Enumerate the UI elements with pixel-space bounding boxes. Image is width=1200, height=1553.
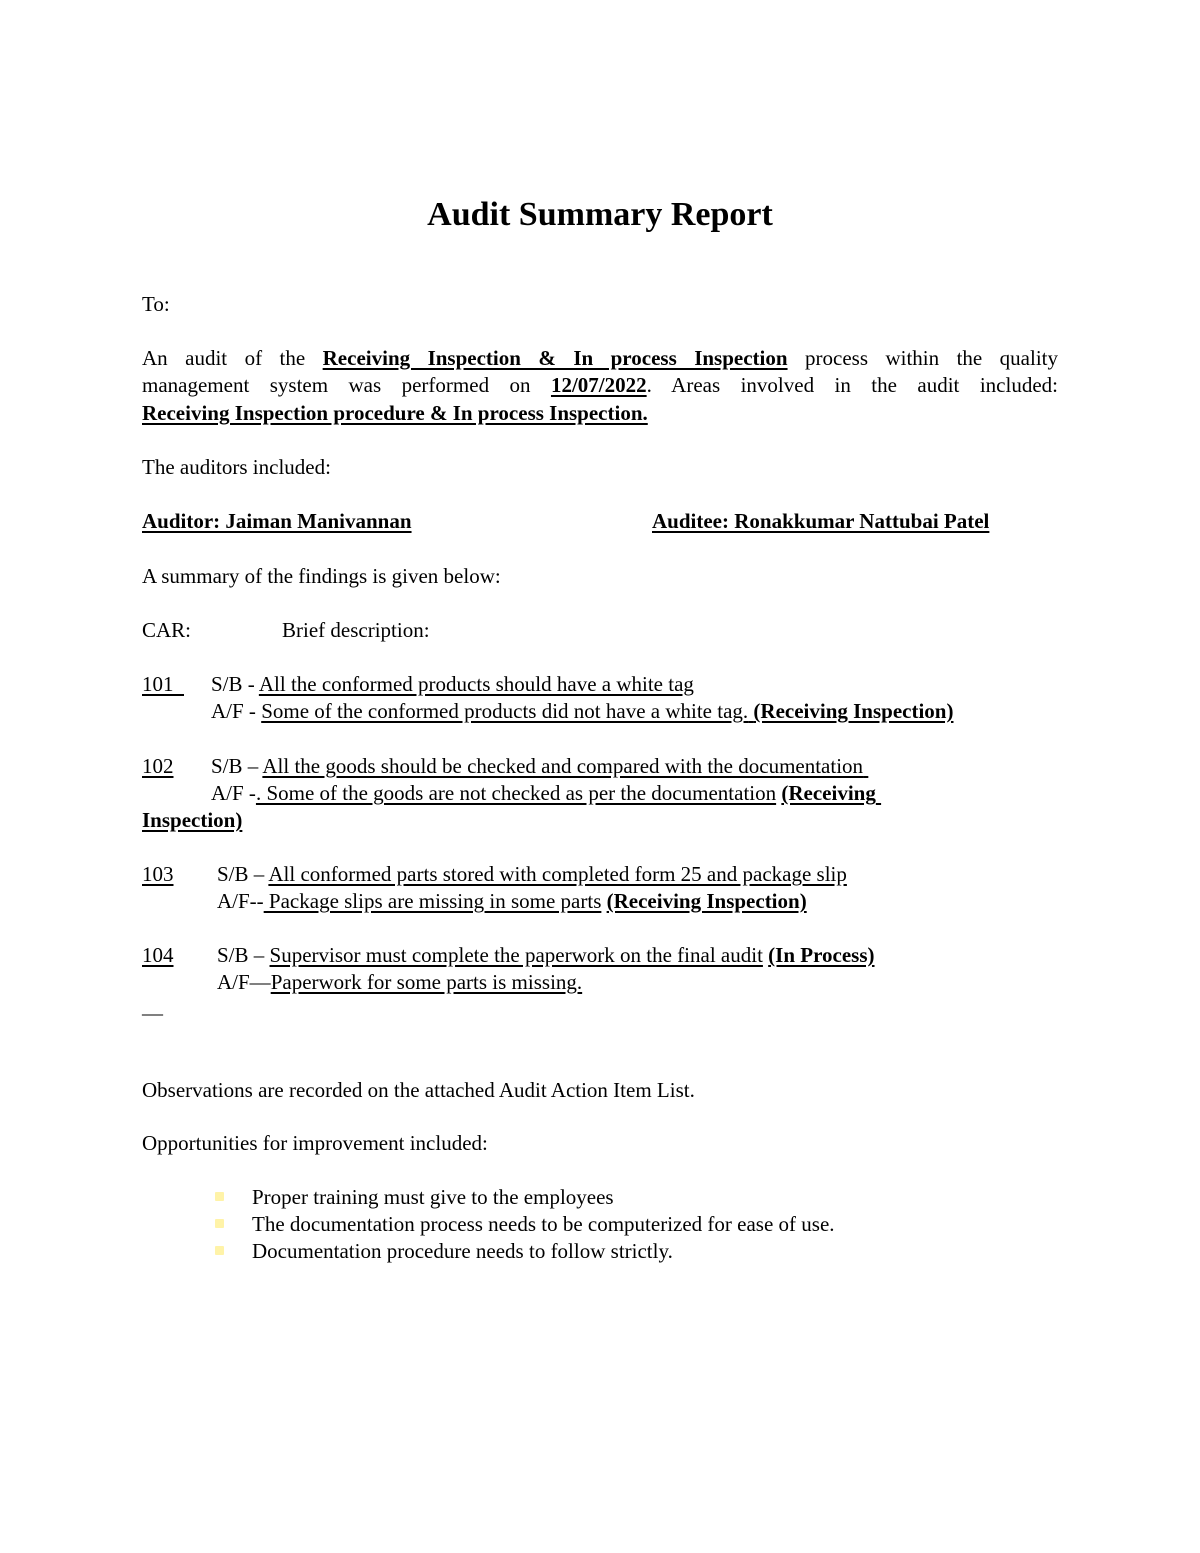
should-be-line: S/B – All conformed parts stored with completed form 25 and package slip <box>217 862 847 886</box>
intro-line-3 <box>142 403 648 424</box>
should-be-line: S/B – Supervisor must complete the paperwork on the final audit (In Process) <box>217 943 875 967</box>
audited-process: Receiving Inspection & In process Inspection <box>322 346 788 370</box>
car-number: 101 <box>142 672 174 696</box>
as-found-line: A/F - Some of the conformed products did not have a white tag. (Receiving Inspection) <box>211 699 954 723</box>
bullet-icon <box>215 1219 224 1228</box>
as-found-line: A/F-- Package slips are missing in some parts (Receiving Inspection) <box>217 889 807 913</box>
dash-mark: — <box>142 1001 163 1025</box>
car-number: 104 <box>142 943 174 967</box>
as-found-line: A/F -. Some of the goods are not checked as per the documentation (Receiving <box>211 781 876 805</box>
should-be-line: S/B - All the conformed products should have a white tag <box>211 672 694 696</box>
as-found-line: A/F—Paperwork for some parts is missing. <box>217 970 583 994</box>
bullet-icon <box>215 1192 224 1201</box>
car-number: 102 <box>142 754 174 778</box>
list-item: The documentation process needs to be computerized for ease of use. <box>252 1212 835 1236</box>
list-item: Documentation procedure needs to follow strictly. <box>252 1239 673 1263</box>
car-header: CAR: <box>142 618 192 642</box>
should-be-line: S/B – All the goods should be checked and compared with the documentation <box>211 754 864 778</box>
page-title: Audit Summary Report <box>427 196 773 233</box>
audit-areas: Receiving Inspection procedure & In process Inspection. <box>142 401 648 425</box>
intro-line-2: management system was performed on 12/07/2022. Areas involved in the audit included: <box>142 373 1058 397</box>
auditors-label: The auditors included: <box>142 455 331 479</box>
summary-label: A summary of the findings is given below: <box>142 564 501 588</box>
list-item: Proper training must give to the employees <box>252 1185 614 1209</box>
brief-header: Brief description: <box>282 618 430 642</box>
as-found-line-continued: Inspection) <box>142 808 243 832</box>
bullet-icon <box>215 1246 224 1255</box>
observations-text: Observations are recorded on the attached Audit Action Item List. <box>142 1078 695 1102</box>
car-number: 103 <box>142 862 174 886</box>
to-label: To: <box>142 292 170 316</box>
audit-date: 12/07/2022 <box>550 373 647 397</box>
intro-line-1: An audit of the Receiving Inspection & In process Inspection process within the quality <box>142 346 1059 370</box>
auditee-name: Auditee: Ronakkumar Nattubai Patel <box>652 509 990 533</box>
opportunities-label: Opportunities for improvement included: <box>142 1131 488 1155</box>
auditor-name: Auditor: Jaiman Manivannan <box>142 509 412 533</box>
